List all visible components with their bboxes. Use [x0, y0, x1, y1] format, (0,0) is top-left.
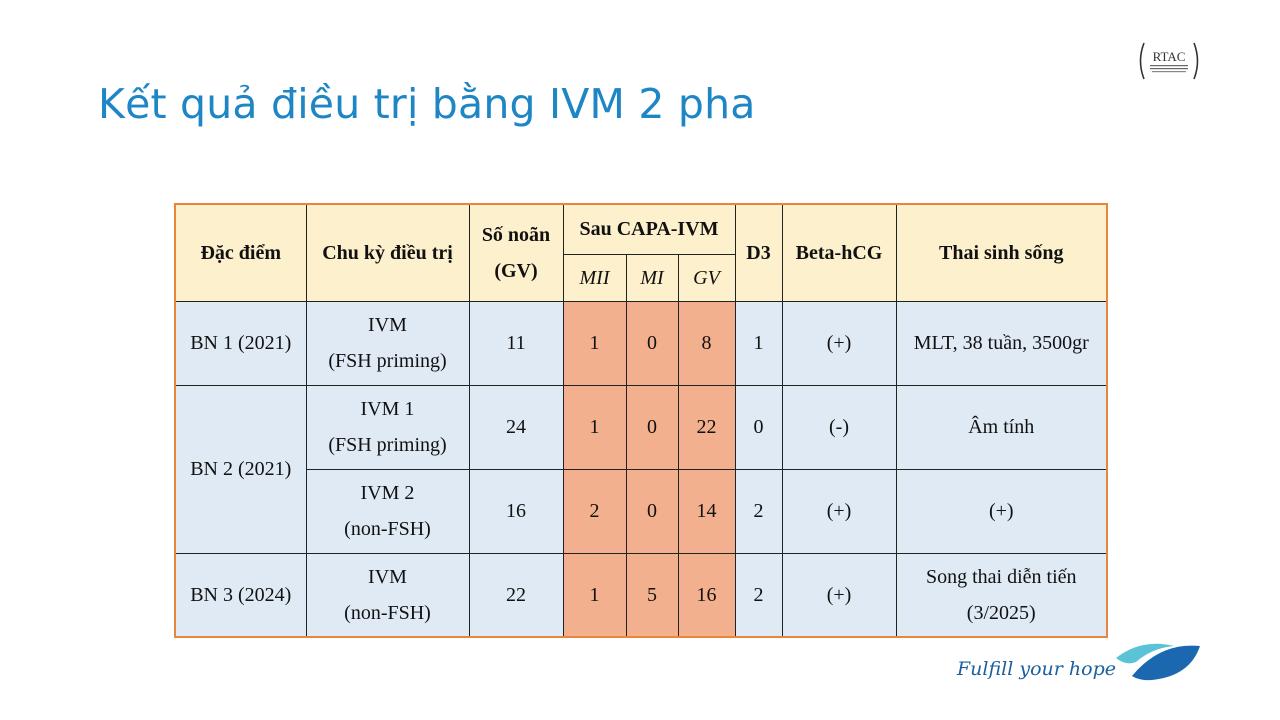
table-row	[175, 469, 1107, 553]
table-row	[175, 301, 1107, 385]
cell-oocytes: 11	[469, 301, 563, 385]
rtac-logo	[1136, 40, 1202, 82]
header-cycle: Chu kỳ điều trị	[306, 204, 469, 301]
cell-gv: 8	[678, 301, 735, 385]
header-mi: MI	[626, 254, 678, 301]
table-row	[175, 553, 1107, 637]
cell-gv: 16	[678, 553, 735, 637]
leaf-logo-icon	[1112, 632, 1204, 682]
cell-mi: 0	[626, 301, 678, 385]
cell-oocytes: 24	[469, 385, 563, 469]
cell-live-birth: (+)	[896, 469, 1107, 553]
table-row	[175, 385, 1107, 469]
cell-cycle: IVM 1 (FSH priming)	[306, 385, 469, 469]
cell-bhcg: (-)	[782, 385, 896, 469]
header-bhcg: Beta-hCG	[782, 204, 896, 301]
cell-d3: 0	[735, 385, 782, 469]
cell-oocytes: 22	[469, 553, 563, 637]
cell-live-birth: Song thai diễn tiến (3/2025)	[896, 553, 1107, 637]
header-mii: MII	[563, 254, 626, 301]
cell-patient: BN 3 (2024)	[175, 553, 306, 637]
cell-mii: 2	[563, 469, 626, 553]
cell-cycle: IVM (FSH priming)	[306, 301, 469, 385]
cell-bhcg: (+)	[782, 469, 896, 553]
cell-mii: 1	[563, 553, 626, 637]
cell-oocytes: 16	[469, 469, 563, 553]
cell-mi: 0	[626, 469, 678, 553]
cell-live-birth: Âm tính	[896, 385, 1107, 469]
slide-title: Kết quả điều trị bằng IVM 2 pha	[98, 80, 756, 128]
cell-gv: 14	[678, 469, 735, 553]
tagline: Fulfill your hope	[957, 658, 1116, 680]
cell-d3: 2	[735, 553, 782, 637]
cell-gv: 22	[678, 385, 735, 469]
results-table	[174, 203, 1108, 638]
cell-bhcg: (+)	[782, 301, 896, 385]
cell-live-birth: MLT, 38 tuần, 3500gr	[896, 301, 1107, 385]
cell-mi: 0	[626, 385, 678, 469]
header-live-birth: Thai sinh sống	[896, 204, 1107, 301]
header-feature: Đặc điểm	[175, 204, 306, 301]
header-oocytes: Số noãn (GV)	[469, 204, 563, 301]
cell-cycle: IVM (non-FSH)	[306, 553, 469, 637]
cell-bhcg: (+)	[782, 553, 896, 637]
header-capa-group: Sau CAPA-IVM	[563, 204, 735, 254]
cell-patient: BN 2 (2021)	[175, 385, 306, 553]
header-gv: GV	[678, 254, 735, 301]
cell-mi: 5	[626, 553, 678, 637]
cell-mii: 1	[563, 301, 626, 385]
logo-text: RTAC	[1152, 49, 1186, 64]
cell-patient: BN 1 (2021)	[175, 301, 306, 385]
header-d3: D3	[735, 204, 782, 301]
cell-d3: 1	[735, 301, 782, 385]
cell-mii: 1	[563, 385, 626, 469]
cell-cycle: IVM 2 (non-FSH)	[306, 469, 469, 553]
cell-d3: 2	[735, 469, 782, 553]
